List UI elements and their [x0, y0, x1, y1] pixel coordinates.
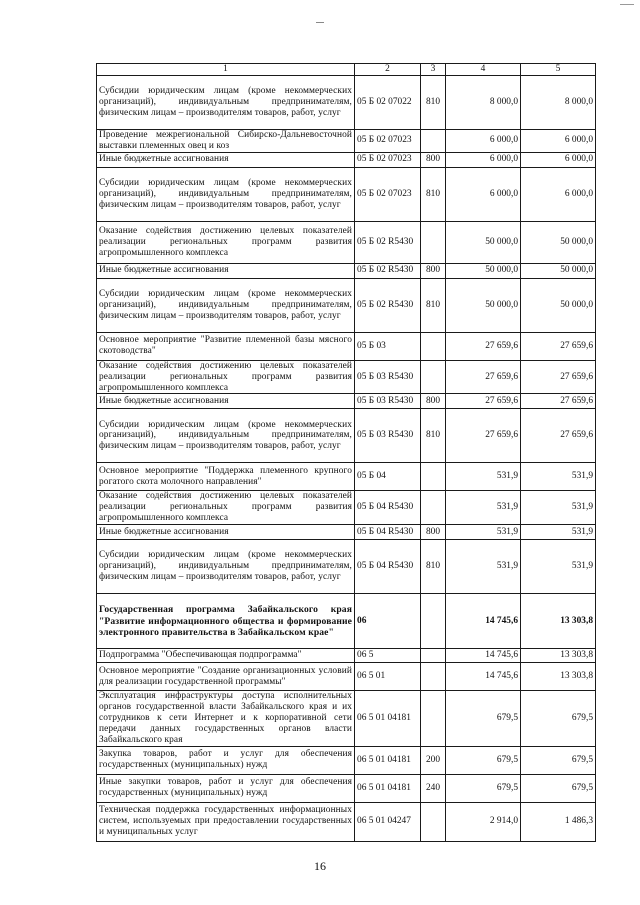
row-value1-cell: 14 745,6 — [446, 649, 521, 663]
row-name-cell: Подпрограмма "Обеспечивающая подпрограмма" — [97, 649, 355, 663]
row-value2-cell: 27 659,6 — [521, 332, 596, 360]
row-value1-cell: 6 000,0 — [446, 167, 521, 221]
row-code-cell: 05 Б 02 07023 — [355, 167, 421, 221]
table-row — [97, 332, 596, 360]
row-value2-cell: 531,9 — [521, 491, 596, 525]
row-code-cell: 06 5 01 — [355, 663, 421, 691]
table-row — [97, 167, 596, 221]
row-value2-cell: 27 659,6 — [521, 394, 596, 409]
row-name-cell: Иные бюджетные ассигнования — [97, 525, 355, 540]
row-name-cell: Субсидии юридическим лицам (кроме некоммерческих организаций), индивидуальным предпринимателям, физическим лицам – производителям товаров, работ, услуг — [97, 540, 355, 594]
table-row — [97, 774, 596, 802]
row-code-cell: 05 Б 03 R5430 — [355, 409, 421, 463]
row-vr-cell — [421, 221, 446, 263]
row-code-cell: 06 5 01 04181 — [355, 746, 421, 774]
budget-table — [96, 63, 596, 842]
row-value1-cell: 2 914,0 — [446, 802, 521, 841]
table-row — [97, 75, 596, 129]
row-name-cell: Иные бюджетные ассигнования — [97, 394, 355, 409]
row-code-cell: 05 Б 04 R5430 — [355, 540, 421, 594]
row-vr-cell: 800 — [421, 263, 446, 278]
row-value1-cell: 27 659,6 — [446, 360, 521, 394]
row-value2-cell: 50 000,0 — [521, 278, 596, 332]
table-row — [97, 360, 596, 394]
row-code-cell: 05 Б 04 R5430 — [355, 491, 421, 525]
row-name-cell: Оказание содействия достижению целевых показателей реализации региональных программ развития агропромышленного комплекса — [97, 491, 355, 525]
row-value1-cell: 50 000,0 — [446, 278, 521, 332]
row-code-cell: 05 Б 02 R5430 — [355, 263, 421, 278]
scan-artifact — [316, 22, 324, 23]
table-row — [97, 394, 596, 409]
row-code-cell: 05 Б 03 — [355, 332, 421, 360]
row-name-cell: Основное мероприятие "Поддержка племенного крупного рогатого скота молочного направления" — [97, 463, 355, 491]
row-code-cell: 06 5 01 04181 — [355, 774, 421, 802]
row-value1-cell: 6 000,0 — [446, 129, 521, 152]
row-vr-cell — [421, 332, 446, 360]
row-name-cell: Субсидии юридическим лицам (кроме некоммерческих организаций), индивидуальным предпринимателям, физическим лицам – производителям товаров, работ, услуг — [97, 75, 355, 129]
row-value1-cell: 531,9 — [446, 463, 521, 491]
row-code-cell: 06 — [355, 594, 421, 649]
row-value1-cell: 27 659,6 — [446, 394, 521, 409]
row-vr-cell: 810 — [421, 540, 446, 594]
row-value2-cell: 13 303,8 — [521, 663, 596, 691]
row-name-cell: Государственная программа Забайкальского края "Развитие информационного общества и формирование электронного правительства в Забайкальском крае" — [97, 594, 355, 649]
row-code-cell: 05 Б 02 R5430 — [355, 278, 421, 332]
table-row — [97, 152, 596, 167]
row-vr-cell — [421, 463, 446, 491]
row-name-cell: Субсидии юридическим лицам (кроме некоммерческих организаций), индивидуальным предпринимателям, физическим лицам – производителям товаров, работ, услуг — [97, 409, 355, 463]
row-value2-cell: 1 486,3 — [521, 802, 596, 841]
table-row — [97, 491, 596, 525]
table-row — [97, 525, 596, 540]
row-value2-cell: 679,5 — [521, 691, 596, 747]
row-value2-cell: 27 659,6 — [521, 409, 596, 463]
row-name-cell: Закупка товаров, работ и услуг для обеспечения государственных (муниципальных) нужд — [97, 746, 355, 774]
row-code-cell: 05 Б 04 — [355, 463, 421, 491]
row-value1-cell: 531,9 — [446, 540, 521, 594]
row-code-cell: 06 5 01 04181 — [355, 691, 421, 747]
header-cell-value1: 4 — [446, 64, 521, 76]
row-vr-cell: 810 — [421, 75, 446, 129]
row-value2-cell: 50 000,0 — [521, 263, 596, 278]
table-row — [97, 649, 596, 663]
row-value2-cell: 679,5 — [521, 774, 596, 802]
row-value2-cell: 6 000,0 — [521, 152, 596, 167]
row-value1-cell: 531,9 — [446, 491, 521, 525]
row-vr-cell — [421, 663, 446, 691]
row-value2-cell: 679,5 — [521, 746, 596, 774]
row-value2-cell: 13 303,8 — [521, 649, 596, 663]
row-value2-cell: 8 000,0 — [521, 75, 596, 129]
row-name-cell: Субсидии юридическим лицам (кроме некоммерческих организаций), индивидуальным предпринимателям, физическим лицам – производителям товаров, работ, услуг — [97, 278, 355, 332]
row-name-cell: Иные закупки товаров, работ и услуг для обеспечения государственных (муниципальных) нужд — [97, 774, 355, 802]
header-cell-value2: 5 — [521, 64, 596, 76]
table-row — [97, 129, 596, 152]
row-vr-cell — [421, 649, 446, 663]
row-code-cell: 05 Б 02 07023 — [355, 129, 421, 152]
row-value1-cell: 679,5 — [446, 774, 521, 802]
table-row — [97, 278, 596, 332]
row-code-cell: 05 Б 03 R5430 — [355, 360, 421, 394]
row-vr-cell: 800 — [421, 152, 446, 167]
row-vr-cell — [421, 802, 446, 841]
row-name-cell: Иные бюджетные ассигнования — [97, 152, 355, 167]
table-row — [97, 540, 596, 594]
table-row — [97, 263, 596, 278]
row-value1-cell: 50 000,0 — [446, 221, 521, 263]
row-vr-cell — [421, 129, 446, 152]
row-vr-cell: 240 — [421, 774, 446, 802]
scan-artifact — [620, 4, 634, 5]
row-value1-cell: 8 000,0 — [446, 75, 521, 129]
row-name-cell: Основное мероприятие "Развитие племенной базы мясного скотоводства" — [97, 332, 355, 360]
row-name-cell: Субсидии юридическим лицам (кроме некоммерческих организаций), индивидуальным предпринимателям, физическим лицам – производителям товаров, работ, услуг — [97, 167, 355, 221]
table-row — [97, 594, 596, 649]
row-value2-cell: 6 000,0 — [521, 167, 596, 221]
row-value2-cell: 531,9 — [521, 463, 596, 491]
row-vr-cell: 810 — [421, 167, 446, 221]
row-vr-cell: 800 — [421, 525, 446, 540]
row-code-cell: 06 5 01 04247 — [355, 802, 421, 841]
row-value2-cell: 13 303,8 — [521, 594, 596, 649]
row-value2-cell: 531,9 — [521, 540, 596, 594]
row-value2-cell: 6 000,0 — [521, 129, 596, 152]
table-row — [97, 221, 596, 263]
row-value1-cell: 14 745,6 — [446, 594, 521, 649]
row-name-cell: Оказание содействия достижению целевых показателей реализации региональных программ развития агропромышленного комплекса — [97, 221, 355, 263]
header-cell-name: 1 — [97, 64, 355, 76]
header-cell-vr: 3 — [421, 64, 446, 76]
row-vr-cell: 200 — [421, 746, 446, 774]
row-vr-cell — [421, 691, 446, 747]
row-code-cell: 05 Б 02 07022 — [355, 75, 421, 129]
header-cell-code: 2 — [355, 64, 421, 76]
row-name-cell: Эксплуатация инфраструктуры доступа исполнительных органов государственной власти Забайкальского края и их сотрудников к сети Интернет и к корпоративной сети передачи данных государственных органов власти Забайкальского края — [97, 691, 355, 747]
row-code-cell: 05 Б 02 R5430 — [355, 221, 421, 263]
row-value1-cell: 679,5 — [446, 746, 521, 774]
row-value1-cell: 679,5 — [446, 691, 521, 747]
header-row — [97, 64, 596, 76]
table-row — [97, 463, 596, 491]
row-name-cell: Проведение межрегиональной Сибирско-Дальневосточной выставки племенных овец и коз — [97, 129, 355, 152]
row-name-cell: Техническая поддержка государственных информационных систем, используемых при предоставлении государственных и муниципальных услуг — [97, 802, 355, 841]
page-number: 16 — [314, 859, 326, 873]
row-vr-cell: 810 — [421, 278, 446, 332]
row-value1-cell: 6 000,0 — [446, 152, 521, 167]
row-value1-cell: 50 000,0 — [446, 263, 521, 278]
row-name-cell: Основное мероприятие "Создание организационных условий для реализации государственной программы" — [97, 663, 355, 691]
row-value2-cell: 27 659,6 — [521, 360, 596, 394]
table-row — [97, 691, 596, 747]
budget-table-body — [97, 64, 596, 842]
row-name-cell: Иные бюджетные ассигнования — [97, 263, 355, 278]
row-vr-cell: 810 — [421, 409, 446, 463]
row-code-cell: 05 Б 02 07023 — [355, 152, 421, 167]
table-row — [97, 663, 596, 691]
row-vr-cell: 800 — [421, 394, 446, 409]
row-value1-cell: 14 745,6 — [446, 663, 521, 691]
row-vr-cell — [421, 594, 446, 649]
row-value1-cell: 27 659,6 — [446, 332, 521, 360]
table-row — [97, 746, 596, 774]
row-value1-cell: 27 659,6 — [446, 409, 521, 463]
row-code-cell: 05 Б 03 R5430 — [355, 394, 421, 409]
row-value2-cell: 531,9 — [521, 525, 596, 540]
table-row — [97, 409, 596, 463]
row-vr-cell — [421, 491, 446, 525]
row-value1-cell: 531,9 — [446, 525, 521, 540]
row-code-cell: 05 Б 04 R5430 — [355, 525, 421, 540]
row-value2-cell: 50 000,0 — [521, 221, 596, 263]
row-name-cell: Оказание содействия достижению целевых показателей реализации региональных программ развития агропромышленного комплекса — [97, 360, 355, 394]
row-code-cell: 06 5 — [355, 649, 421, 663]
row-vr-cell — [421, 360, 446, 394]
table-row — [97, 802, 596, 841]
